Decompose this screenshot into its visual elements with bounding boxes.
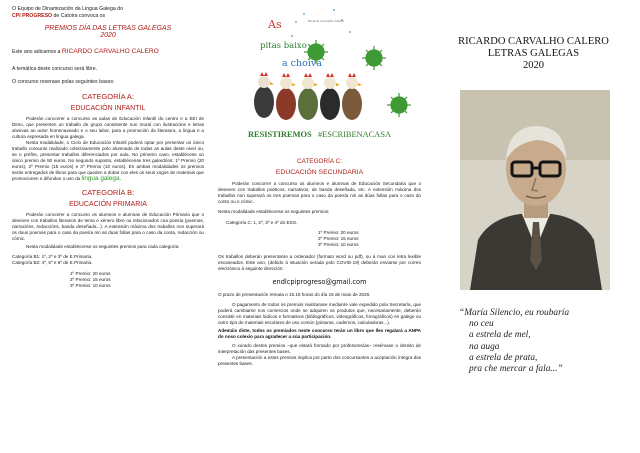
cat-b-category-1: Categoría B1: 1º, 2º e 3º de E.Primaria.	[12, 253, 93, 259]
cat-c-paragraph-1: Poderán concorrer a concurso os alumnos e alumnas de Educación Secundaria que o desexen con traballos poéticos, narrativos, de banda deseñada, etc. A extensión máxima dos traballos non superará os tres poemas para o caso da poesía nin as dúas follas para o caso do conto ou o cómic.	[218, 181, 421, 204]
author-portrait	[460, 90, 610, 290]
honoree-name: RICARDO CARVALHO CALERO	[458, 36, 609, 47]
cat-c-paragraph-2: Nesta modalidade establécense os seguintes premios:	[218, 209, 330, 214]
cat-a-paragraph-2	[12, 140, 204, 182]
lingua-galega-highlight: lingua galega.	[81, 174, 122, 182]
intro-text	[12, 6, 204, 19]
deadline-line: O prazo de presentación remata o 15.15 horas do día 15 de maio de 2020.	[218, 292, 371, 297]
column-right	[427, 0, 640, 453]
cat-c-title: EDUCACIÓN SECUNDARIA	[275, 169, 364, 176]
cover-title-line-3: a choiva	[282, 58, 322, 69]
prize-item: 3º Premio: 10 euros	[318, 242, 359, 247]
cat-c-section	[218, 158, 421, 367]
cover-author-tag: Ricardo Carvalho Calero	[308, 19, 345, 23]
school-name: CPI PROGRESO	[12, 12, 53, 19]
jury-paragraph: O xurado destes premios –que estará formado por profesores/as– resérvase o dereito de interpretación das presentes bases.	[218, 343, 421, 354]
contact-email[interactable]: endlcpiprogreso@gmail.com	[272, 278, 367, 286]
thematic-line: A temática deste concurso será libre.	[12, 65, 98, 72]
cat-b-category-2: Categoría B2: 4º, 5º e 6º de E.Primaria.	[12, 259, 93, 265]
poem-quote	[459, 308, 639, 375]
dedicated-line	[12, 49, 204, 56]
hashtag-resistiremos: RESISTIREMOS	[247, 130, 312, 139]
anpa-note: Ademáis diste, todos os premiados neste concurso terán un libro que lles regalará a ANPA do noso colexio para agradecer a súa participación.	[218, 328, 421, 339]
cat-b-paragraph-1: Poderán concorrer a concurso os alumnos e alumnas de Educación Primaria que o desexen con traballos literarios de tema e xénero libre ou relacionados coa poesía (poemas, narracións, redaccións, banda deseñada...). A extensión máxima dos traballos non superará os dous poemas para o caso da poesía nin as duas follas para o caso da conta, redacción ou cómic.	[12, 211, 204, 241]
premios-year: 2020	[100, 32, 116, 40]
cat-c-heading: CATEGORÍA C:	[297, 158, 342, 165]
cat-b-paragraph-2: Nesta modalidade establécense os seguintes premios para cada categoría:	[26, 243, 180, 249]
prize-item: 2º Premio: 15 euros	[318, 236, 359, 241]
poem-line: “María Silencio, eu roubaría	[459, 308, 570, 318]
intro-line: O Equipo de Dinamización da Lingua Galega do	[12, 6, 124, 12]
dedicated-prefix: Este ano adicamos a	[12, 49, 61, 56]
acceptance-paragraph: A presentación a estes premios implica por parte dos concursantes a aceptación íntegra das presentes bases.	[218, 355, 421, 366]
cat-a-paragraph-1: Poderán concorrer a concurso as aulas de Educación Infantil do centro e a EEI de Dimo, que presenten un traballo de grupo consistente nun mural con ilustracións e letras alusivas ao autor homenaxeado e o seu labor, para a promoción da literatura, a lingua e a cultura expresada en lingua galega.	[12, 115, 204, 139]
cat-b-prize-list	[12, 271, 204, 289]
cat-b-heading: CATEGORÍA B:	[81, 187, 135, 197]
cat-c-prize-list	[218, 230, 421, 248]
prize-item: 3º Premio: 10 euros	[70, 282, 111, 288]
column-left	[0, 0, 212, 453]
honoree-title-block	[427, 36, 640, 72]
governed-line: O concurso rexerase polas seguintes bases:	[12, 79, 115, 86]
hashtag-escribenacasa: #ESCRIBENACASA	[317, 130, 392, 139]
book-cover-illustration	[216, 2, 421, 122]
premios-title: PREMIOS DÍA DAS LETRAS GALEGAS	[44, 25, 172, 33]
prize-item: 1º Premio: 20 euros	[70, 270, 111, 276]
prize-item: 2º Premio: 15 euros	[70, 276, 111, 282]
dedicated-name: RICARDO CARVALHO CALERO	[61, 48, 159, 56]
poem-line: pra che mercar a fala...”	[469, 364, 563, 375]
column-middle	[212, 0, 427, 453]
poem-line: a estrela de prata,	[469, 352, 538, 363]
poem-line: na auga	[469, 341, 500, 352]
prize-item: 1º Premio: 20 euros	[318, 230, 359, 235]
cat-c-category: Categoría C: 1, 2º, 3º e 4º do ESO.	[226, 220, 298, 225]
hashtag-line	[212, 130, 427, 139]
intro-line-b: de Catoira convoca os	[53, 12, 106, 19]
honoree-event: LETRAS GALEGAS	[487, 48, 580, 59]
delivery-paragraph: Os traballos deberán presentarse a ordenador (formato word ou pdf), ou á man con letra lexible escaneados. Este ano, (debido á situación xerada polo COVID-19) deberán enviarse por correo electrónico á seguinte dirección:	[218, 254, 421, 271]
cat-a-title: EDUCACIÓN INFANTIL	[70, 104, 146, 112]
cover-title-line-1: As	[268, 18, 282, 31]
honoree-year: 2020	[523, 60, 544, 71]
cover-title-line-2: pitas baixo	[260, 41, 307, 51]
poem-line: a estrela de mel,	[469, 330, 531, 341]
payment-paragraph: O pagamento de todos os premios realizarase mediante vale expedido pola Secretaría, que poderá cambiarse nos comercios onde se adquiren os produtos que, necesariamente, deberán consistir en materiais lúdicos e formativos (bibliográficos, videográficos, fonográficos) en galego ou outro tipo de materiais escolares de uso común (pinturas, cadernos, calculadoras...).	[218, 302, 421, 325]
cat-a-p2-text: Nesta modalidade, o Ciclo de Educación Infantil poderá optar por presentar un único traballo conxunto realizado colectivamente polo alumnado de todas as aulas deste nivel ou, se o prefire, presentar traballos diferenciados por aula. No primeiro caso, establécese un único premio de 50 euros. No segundo suposto, establécense tres galardóns: 1º Premio (20 euros), 2º Premio (15 euros) e 3º Premio (10 euros). En ambas modalidades os premios serán entregados de libros para que queden a dobar con eles os seus xogos de materiais que promocionen e difundan o uso da	[12, 139, 204, 181]
cat-b-title: EDUCACIÓN PRIMARIA	[69, 200, 147, 208]
poem-line: no ceu	[469, 319, 494, 330]
cat-a-heading: CATEGORÍA A:	[82, 91, 134, 101]
